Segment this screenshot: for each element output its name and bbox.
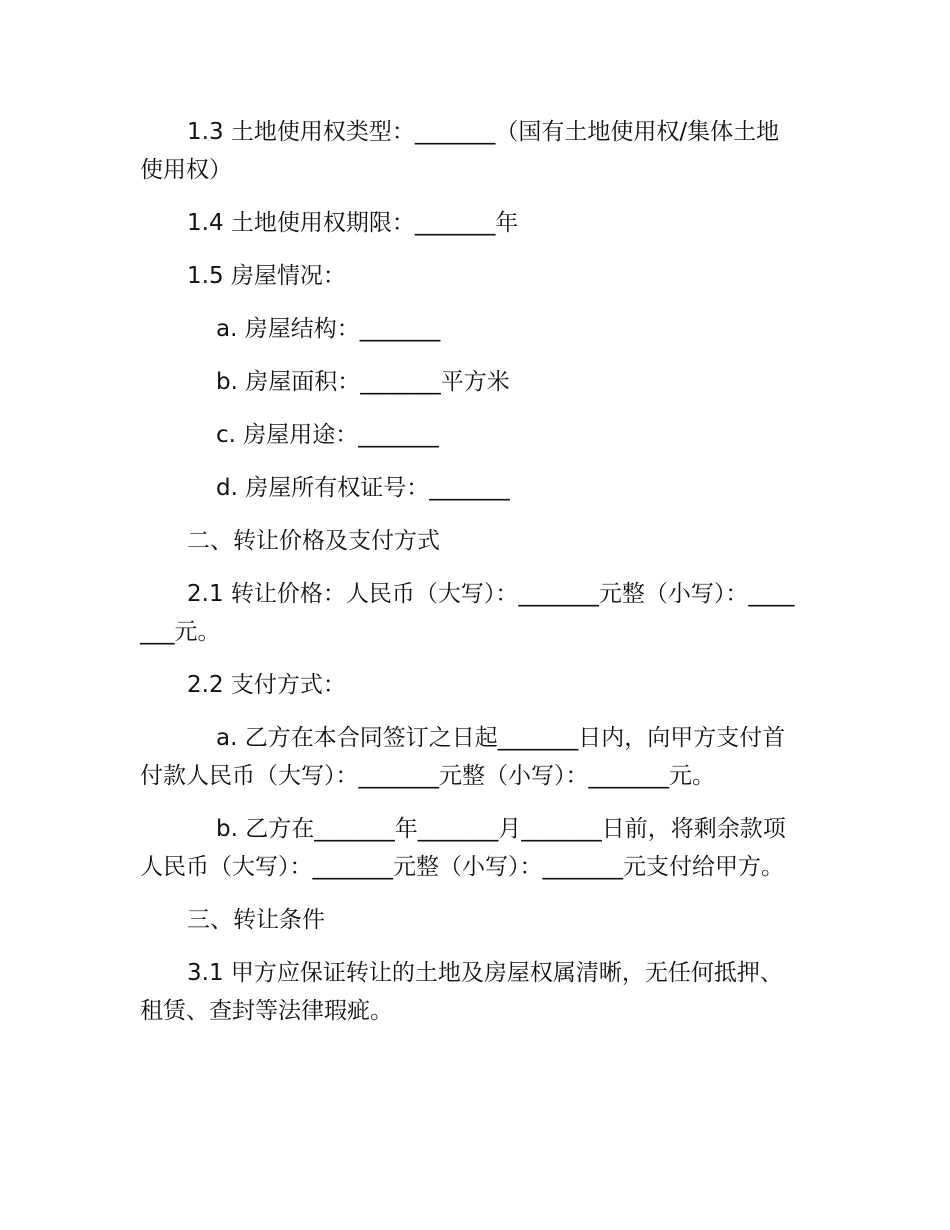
item-c-house-use: c. 房屋用途：_______ bbox=[216, 422, 439, 448]
item-a-down-payment: a. 乙方在本合同签订之日起_______日内，向甲方支付首付款人民币（大写）：_______元整（小写）：_______元。 bbox=[140, 725, 786, 789]
clause-1-5-house-info: 1.5 房屋情况： bbox=[187, 263, 346, 289]
item-b-house-area: b. 房屋面积：_______平方米 bbox=[216, 369, 510, 395]
item-d-house-certificate-no: d. 房屋所有权证号：_______ bbox=[216, 475, 510, 501]
clause-3-1-title-guarantee: 3.1 甲方应保证转让的土地及房屋权属清晰，无任何抵押、租赁、查封等法律瑕疵。 bbox=[140, 960, 783, 1024]
clause-1-4-land-use-right-term: 1.4 土地使用权期限：_______年 bbox=[187, 210, 519, 236]
section-2-heading: 二、转让价格及支付方式 bbox=[187, 528, 440, 554]
section-3-heading: 三、转让条件 bbox=[187, 907, 325, 933]
document-body bbox=[140, 113, 800, 1045]
clause-1-3-land-use-right-type: 1.3 土地使用权类型：_______（国有土地使用权/集体土地使用权） bbox=[140, 119, 780, 183]
clause-2-1-transfer-price: 2.1 转让价格：人民币（大写）：_______元整（小写）：_______元。 bbox=[140, 581, 795, 645]
item-b-remaining-payment: b. 乙方在_______年_______月_______日前，将剩余款项人民币（大写）：_______元整（小写）：_______元支付给甲方。 bbox=[140, 816, 786, 880]
clause-2-2-payment-method: 2.2 支付方式： bbox=[187, 672, 346, 698]
item-a-house-structure: a. 房屋结构：_______ bbox=[216, 316, 441, 342]
